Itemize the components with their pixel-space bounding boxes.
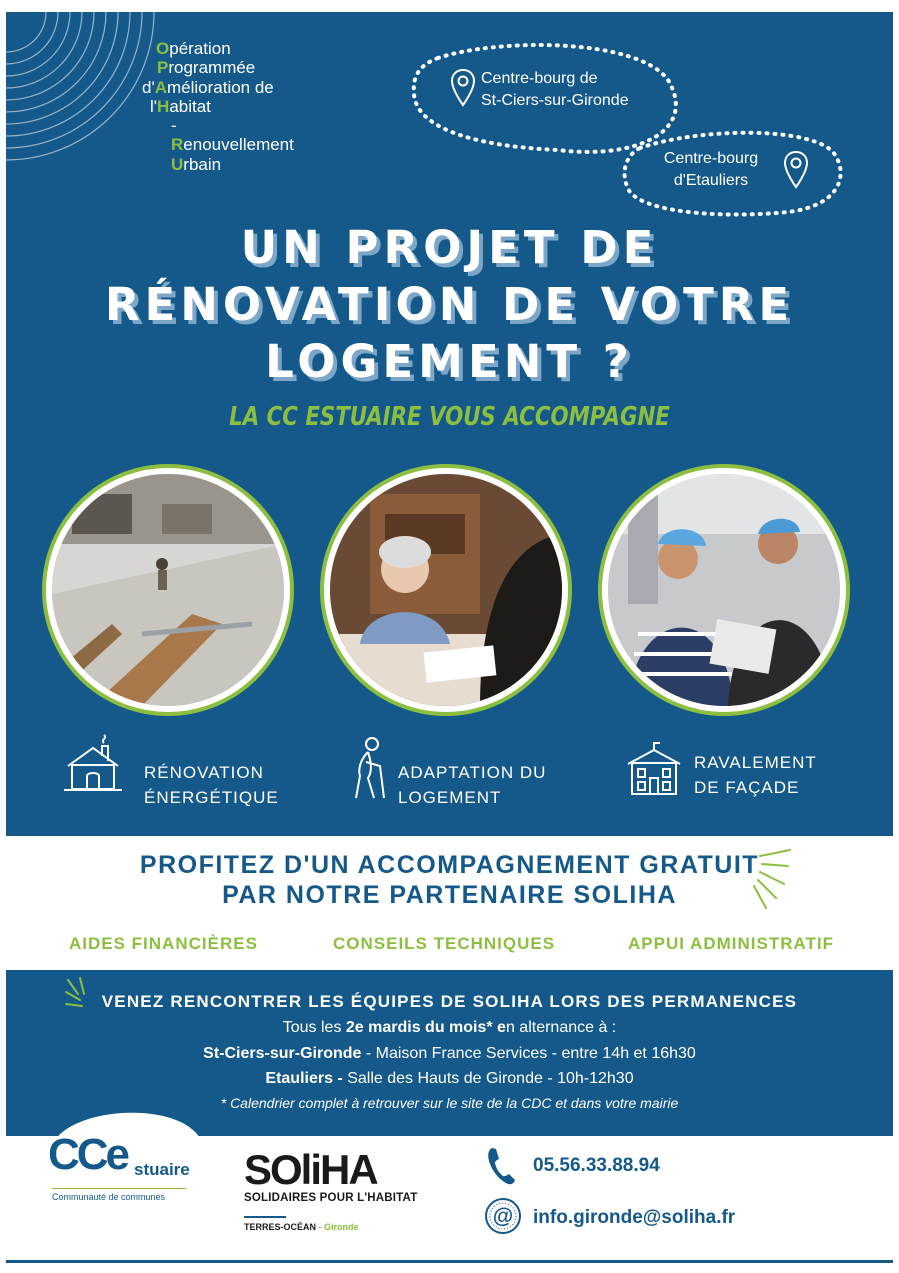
title-line2: RÉNOVATION DE VOTRE [104,278,795,331]
permanences-line2: St-Ciers-sur-Gironde - Maison France Services - entre 14h et 16h30 [203,1045,696,1062]
location-st-ciers [450,68,629,112]
partner-line2: PAR NOTRE PARTENAIRE SOLIHA [222,881,677,909]
soliha-logo [244,1146,418,1232]
main-title [6,219,893,390]
soliha-region: TERRES-OCÉAN - Gironde [244,1222,359,1232]
photo-roof-renovation [46,468,290,712]
sparkle-rays-icon [748,848,794,912]
email-at-icon [484,1197,522,1235]
phone-number[interactable]: 05.56.33.88.94 [533,1155,660,1176]
bottom-border [6,1260,893,1263]
feature-line1: RAVALEMENT [694,753,817,772]
map-pin-icon [783,150,809,190]
photo-elderly-woman [324,468,568,712]
title-line1: UN PROJET DE [240,221,659,274]
building-facade-icon [626,742,682,796]
location-line2: d'Etauliers [673,172,749,189]
feature-line2: ÉNERGÉTIQUE [144,788,279,807]
partner-line1: PROFITEZ D'UN ACCOMPAGNEMENT GRATUIT [139,851,760,879]
aide-administratif: APPUI ADMINISTRATIF [628,934,834,953]
location-line1: Centre-bourg de [481,70,598,87]
cc-logo-sub: Communauté de communes [52,1188,186,1202]
location-line1: Centre-bourg [663,150,759,167]
cc-estuaire-wordmark [48,1130,198,1210]
aide-financieres: AIDES FINANCIÈRES [69,934,258,953]
cc-logo-suffix: stuaire [134,1160,190,1179]
house-smoke-icon [62,734,124,794]
soliha-name: SOliHA [244,1146,377,1193]
feature-line1: RÉNOVATION [144,763,264,782]
soliha-divider [244,1216,286,1218]
feature-ravalement [694,750,817,800]
feature-adaptation [398,760,546,810]
email-address[interactable]: info.gironde@soliha.fr [533,1207,736,1228]
elderly-person-icon [346,736,392,800]
feature-line2: DE FAÇADE [694,778,800,797]
feature-line1: ADAPTATION DU [398,763,547,782]
aide-conseils: CONSEILS TECHNIQUES [333,934,556,953]
title-line3: LOGEMENT ? [265,335,634,388]
feature-line2: LOGEMENT [398,788,502,807]
photo-facade-inspection [602,468,846,712]
cc-logo-main: CCe [48,1130,128,1179]
location-etauliers [651,148,771,192]
feature-renovation [144,760,279,810]
svg-text:@: @ [492,1205,514,1228]
permanences-heading: VENEZ RENCONTRER LES ÉQUIPES DE SOLIHA LORS DES PERMANENCES [101,992,798,1011]
phone-icon [486,1146,516,1186]
location-line2: St-Ciers-sur-Gironde [481,92,629,109]
permanences-line3: Etauliers - Salle des Hauts de Gironde - 10h-12h30 [265,1070,634,1087]
permanences-line1: Tous les 2e mardis du mois* en alternance à : [282,1019,617,1036]
soliha-tagline: SOLIDAIRES POUR L'HABITAT [244,1192,418,1204]
map-pin-icon [450,68,476,108]
opah-ru-label: Opération Programmée d'Amélioration de l'Habitat - Renouvellement Urbain [142,39,294,174]
hero-panel [6,12,893,836]
permanences-note: * Calendrier complet à retrouver sur le site de la CDC et dans votre mairie [220,1095,679,1111]
subtitle: LA CC ESTUAIRE VOUS ACCOMPAGNE [229,402,670,432]
